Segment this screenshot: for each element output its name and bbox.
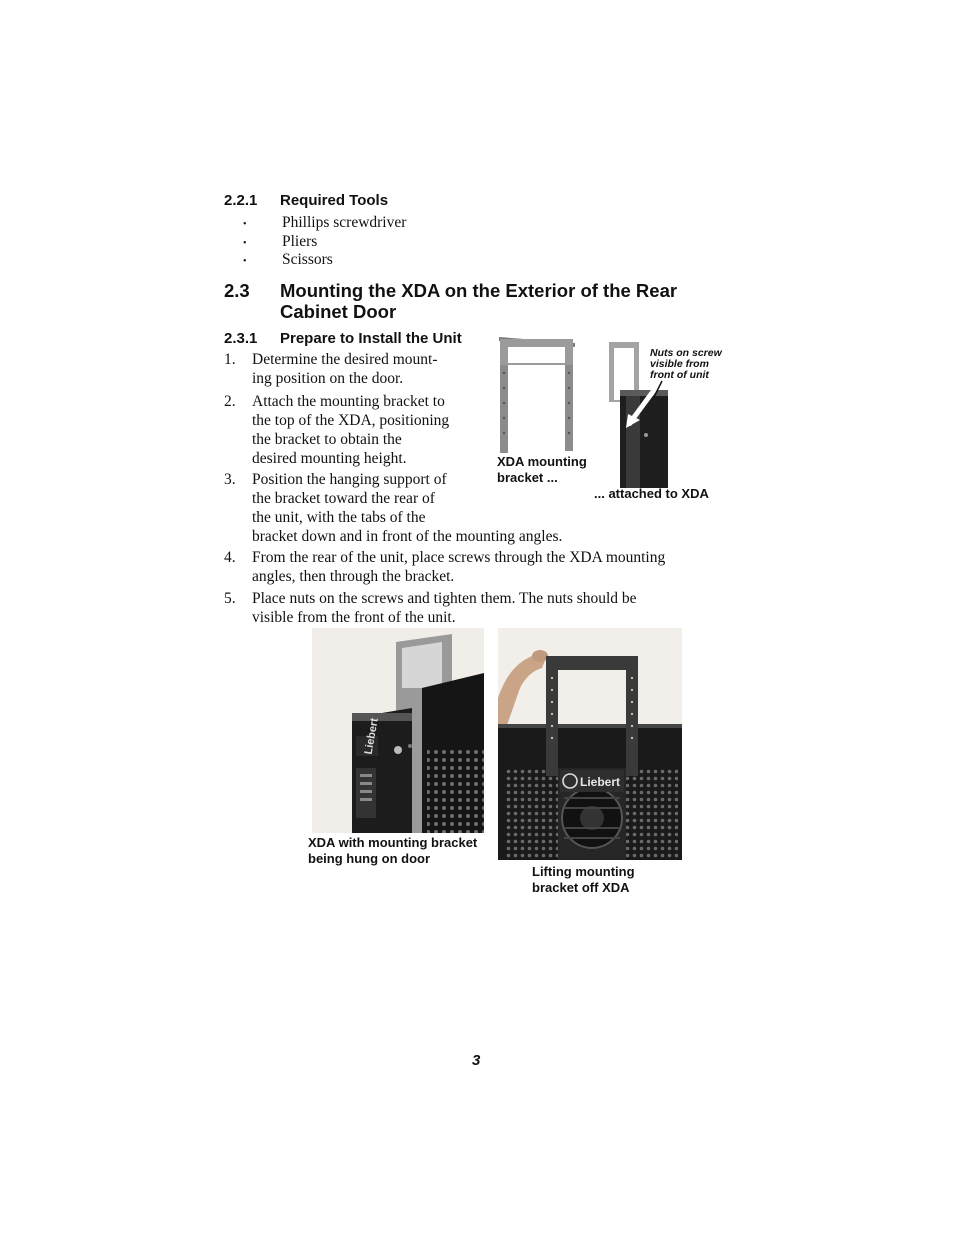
heading-number: 2.3.1 bbox=[224, 330, 258, 347]
liebert-logo: Liebert bbox=[580, 775, 621, 789]
leader-line-icon bbox=[652, 380, 664, 398]
heading-2-3-1 bbox=[224, 330, 462, 347]
list-item: • Pliers bbox=[243, 232, 318, 250]
hung-caption: XDA with mounting bracket being hung on door bbox=[308, 835, 478, 866]
heading-title-line2: Cabinet Door bbox=[280, 301, 397, 322]
hung-photo bbox=[312, 628, 484, 833]
heading-title: Required Tools bbox=[280, 192, 389, 209]
heading-title: Prepare to Install the Unit bbox=[280, 330, 462, 347]
list-item: • Phillips screwdriver bbox=[243, 214, 407, 231]
heading-title-line1: Mounting the XDA on the Exterior of the Rear bbox=[280, 280, 678, 301]
list-item: • Scissors bbox=[243, 251, 333, 268]
lifting-photo bbox=[498, 628, 682, 860]
bracket-caption: XDA mounting bracket ... bbox=[497, 454, 587, 485]
attached-caption: ... attached to XDA bbox=[594, 486, 709, 501]
heading-number: 2.2.1 bbox=[224, 192, 258, 209]
heading-2-3 bbox=[224, 280, 744, 322]
bracket-photo bbox=[497, 333, 579, 455]
nuts-note: Nuts on screw visible from front of unit bbox=[650, 347, 722, 381]
heading-2-2-1 bbox=[224, 192, 388, 209]
tools-list bbox=[243, 213, 543, 269]
liebert-logo: Liebert bbox=[362, 717, 381, 756]
heading-number: 2.3 bbox=[224, 280, 250, 301]
page-number: 3 bbox=[472, 1052, 481, 1069]
lifting-caption: Lifting mounting bracket off XDA bbox=[532, 864, 635, 895]
